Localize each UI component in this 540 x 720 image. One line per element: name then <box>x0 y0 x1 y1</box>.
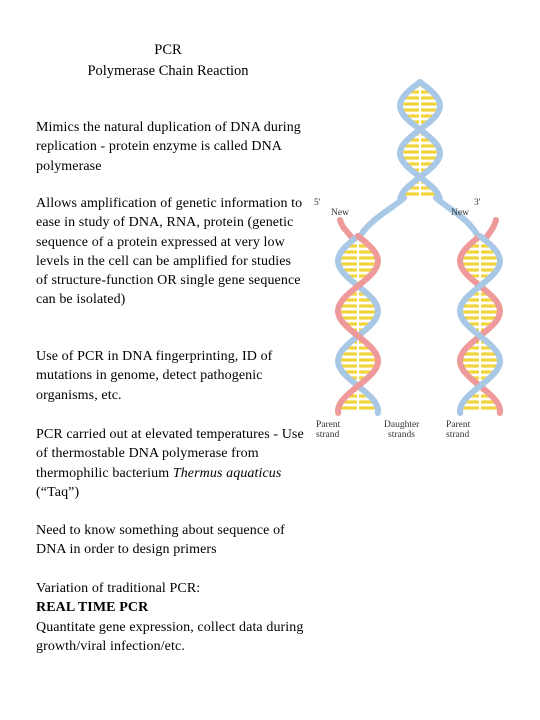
daughter-helix-left-base-pair <box>359 304 375 307</box>
title-line-1: PCR <box>154 42 182 58</box>
label-parent-left-2: strand <box>316 430 340 440</box>
daughter-helix-right-base-pair <box>481 262 498 265</box>
daughter-helix-right-base-pair <box>462 310 479 313</box>
helix-layer <box>338 82 500 413</box>
daughter-helix-left-base-pair <box>359 358 376 361</box>
daughter-helix-right-base-pair <box>481 310 498 313</box>
parent-arm-left <box>360 198 404 236</box>
daughter-helix-right-base-pair <box>481 304 497 307</box>
daughter-helix-left-base-pair <box>340 358 357 361</box>
daughter-helix-right-base-pair <box>462 256 479 259</box>
rtpcr-description: Quantitate gene expression, collect data during growth/viral infection/etc. <box>36 619 304 654</box>
dna-replication-figure <box>300 60 540 450</box>
label-parent-right-2: strand <box>446 430 470 440</box>
parent-helix-base-pair <box>421 102 438 105</box>
parent-helix-base-pair <box>421 150 438 153</box>
new-arm-right <box>486 220 496 238</box>
daughter-helix-right-base-pair <box>481 358 498 361</box>
daughter-helix-left-base-pair <box>359 364 375 367</box>
parent-helix-base-pair <box>402 102 419 105</box>
daughter-helix-right-base-pair <box>462 406 479 409</box>
rtpcr-heading-text: REAL TIME PCR <box>36 600 149 616</box>
paragraph-taq <box>36 425 306 502</box>
daughter-helix-right-base-pair <box>462 358 479 361</box>
daughter-helix-left-base-pair <box>359 310 376 313</box>
daughter-helix-right-base-pair <box>481 364 497 367</box>
parent-helix-base-pair <box>403 108 419 111</box>
paragraph-real-time-pcr <box>36 579 306 656</box>
new-arm-left <box>340 220 352 238</box>
daughter-helix-left-base-pair <box>340 310 357 313</box>
daughter-helix-right-base-pair <box>462 262 479 265</box>
label-parent-right-1: Parent <box>446 420 471 430</box>
daughter-helix-left-base-pair <box>340 406 357 409</box>
daughter-helix-left-base-pair <box>341 304 357 307</box>
daughter-helix-left-base-pair <box>340 262 357 265</box>
paragraph-primers: Need to know something about sequence of DNA in order to design primers <box>36 523 285 558</box>
title-line-2: Polymerase Chain Reaction <box>87 63 249 79</box>
label-new-left: New <box>331 208 349 218</box>
daughter-helix-right-base-pair <box>463 304 479 307</box>
paragraph-uses: Use of PCR in DNA fingerprinting, ID of mutations in genome, detect pathogenic organisms, etc. <box>36 349 273 403</box>
page-title <box>0 40 336 82</box>
parent-helix-base-pair <box>402 150 419 153</box>
label-new-right: New <box>451 208 469 218</box>
daughter-helix-left-base-pair <box>359 406 376 409</box>
label-parent-left-1: Parent <box>316 420 341 430</box>
daughter-helix-left-base-pair <box>341 364 357 367</box>
label-daughter-1: Daughter <box>384 420 420 430</box>
taq-species-name: Thermus aquaticus <box>172 465 282 481</box>
rtpcr-intro: Variation of traditional PCR: <box>36 581 201 596</box>
taq-text-b: (“Taq”) <box>36 484 80 500</box>
label-5-prime: 5' <box>314 198 321 208</box>
parent-helix-base-pair <box>421 156 437 159</box>
parent-helix-base-pair <box>421 108 437 111</box>
parent-helix-base-pair <box>403 156 419 159</box>
label-daughter-2: strands <box>388 430 415 440</box>
daughter-helix-right-base-pair <box>481 406 498 409</box>
daughter-helix-left-base-pair <box>340 256 357 259</box>
paragraph-amplification: Allows amplification of genetic information to ease in study of DNA, RNA, protein (genetic sequence of a protein expressed at very low levels in the cell can be amplified for studies of structure-function OR single gene sequence can be isolated) <box>36 196 303 308</box>
daughter-helix-left-base-pair <box>359 262 376 265</box>
daughter-helix-left-base-pair <box>359 256 376 259</box>
label-3-prime: 3' <box>474 198 481 208</box>
rtpcr-heading <box>36 598 306 617</box>
paragraph-mimics: Mimics the natural duplication of DNA during replication - protein enzyme is called DNA polymerase <box>36 120 301 174</box>
daughter-helix-right-base-pair <box>481 256 498 259</box>
taq-text-a: PCR carried out at elevated temperatures - Use of thermostable DNA polymerase from thermophilic bacterium <box>36 427 304 481</box>
daughter-helix-right-base-pair <box>463 364 479 367</box>
